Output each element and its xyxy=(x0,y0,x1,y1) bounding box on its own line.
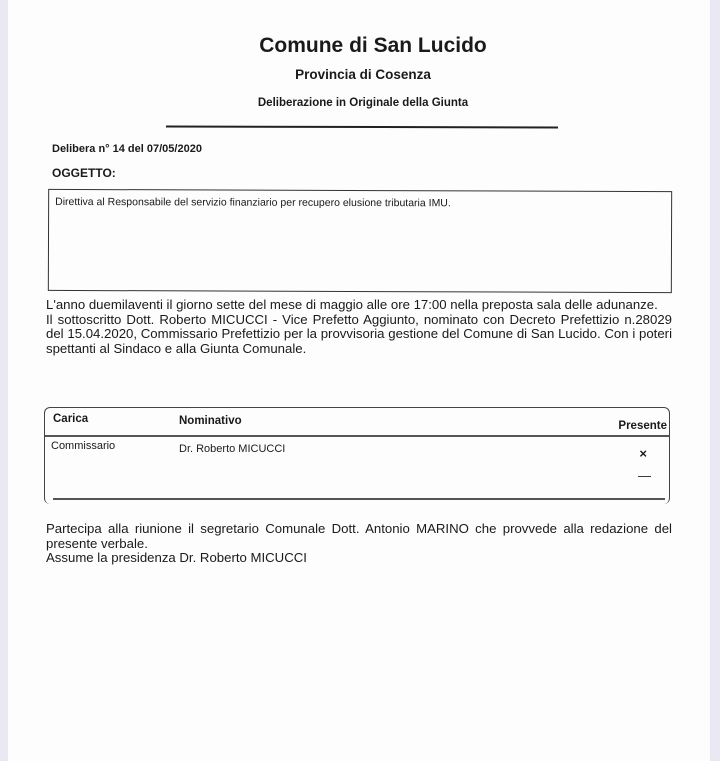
header-presente: Presente xyxy=(618,420,667,432)
intro-line-1: L'anno duemilaventi il giorno sette del mese di maggio alle ore 17:00 nella preposta sala delle adunanze. xyxy=(46,297,658,312)
intro-line-2: Il sottoscritto Dott. Roberto MICUCCI - Vice Prefetto Aggiunto, nominato con Decreto Prefettizio n.28029 del 15.04.2020, Commissario Prefettizio per la provvisoria gestione del Comune di San Lucido. Con i poteri spettanti al Sindaco e alla Giunta Comunale. xyxy=(46,311,672,356)
row-carica: Commissario xyxy=(51,440,116,452)
delibera-number: Delibera n° 14 del 07/05/2020 xyxy=(52,143,202,155)
intro-paragraph xyxy=(46,298,672,356)
header-carica: Carica xyxy=(53,413,89,425)
province: Provincia di Cosenza xyxy=(295,67,431,82)
header-nominativo: Nominativo xyxy=(179,415,242,427)
oggetto-box xyxy=(48,189,672,293)
header-divider-line xyxy=(45,435,669,437)
municipality-title: Comune di San Lucido xyxy=(259,34,487,57)
header-divider xyxy=(166,125,558,128)
table-bottom-line xyxy=(53,498,665,500)
oggetto-label: OGGETTO: xyxy=(52,166,116,180)
document-page xyxy=(8,0,710,761)
empty-mark: — xyxy=(638,468,651,483)
document-type: Deliberazione in Originale della Giunta xyxy=(257,97,469,109)
row-nominativo: Dr. Roberto MICUCCI xyxy=(179,443,286,455)
closing-paragraph xyxy=(46,522,672,566)
present-mark: × xyxy=(639,446,647,461)
closing-line-1: Partecipa alla riunione il segretario Comunale Dott. Antonio MARINO che provvede alla redazione del presente verbale. xyxy=(46,521,672,551)
closing-line-2: Assume la presidenza Dr. Roberto MICUCCI xyxy=(46,550,307,565)
oggetto-text: Direttiva al Responsabile del servizio finanziario per recupero elusione tributaria IMU. xyxy=(55,195,451,210)
attendance-table xyxy=(44,407,670,504)
